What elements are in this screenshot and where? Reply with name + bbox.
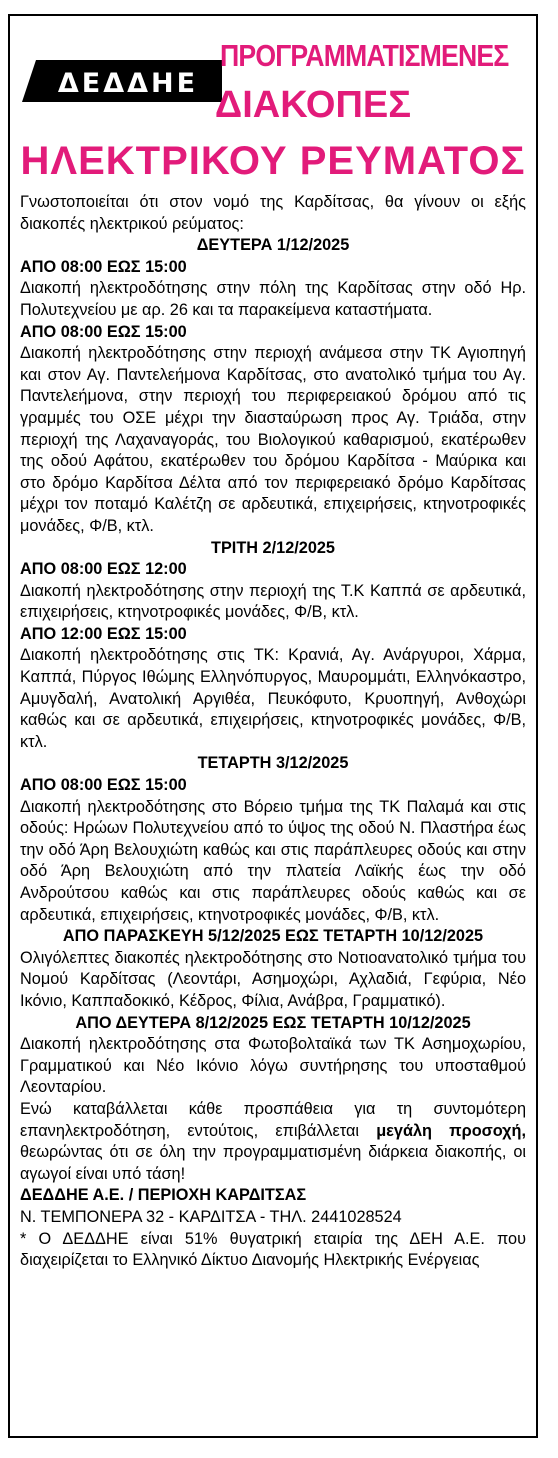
period-text: Ολιγόλεπτες διακοπές ηλεκτροδότησης στο Νοτιοανατολικό τμήμα του Νομού Καρδίτσας (Λεοντάρι, Ασημοχώρι, Αχλαδιά, Γεφύρια, Νέο Ικόνιο, Καππαδοκικό, Κέδρος, Φίλια, Ανάβρα, Γραμματικό). [20, 948, 526, 1010]
footer-address: Ν. ΤΕΜΠΟΝΕΡΑ 32 - ΚΑΡΔΙΤΣΑ - ΤΗΛ. 2441028524 [20, 1207, 402, 1226]
warning-emphasis: μεγάλη προσοχή, [376, 1121, 526, 1140]
time-slot: ΑΠΟ 08:00 ΕΩΣ 12:00 [20, 560, 187, 579]
notice-frame [8, 14, 538, 1438]
day-heading: ΔΕΥΤΕΡΑ 1/12/2025 [196, 236, 350, 255]
footer-note: * Ο ΔΕΔΔΗΕ είναι 51% θυγατρική εταιρία της ΔΕΗ Α.Ε. που διαχειρίζεται το Ελληνικό Δίκτυο Διανομής Ηλεκτρικής Ενέργειας [20, 1229, 526, 1270]
svg-text:ΔΕΔΔΗΕ: ΔΕΔΔΗΕ [57, 68, 199, 99]
notice-body [20, 192, 526, 1272]
slot-text: Διακοπή ηλεκτροδότησης στο Βόρειο τμήμα της ΤΚ Παλαμά και στις οδούς: Ηρώων Πολυτεχνείου από το ύψος της οδού Ν. Πλαστήρα έως την οδό Άρη Βελουχιώτη καθώς και στις παράπλευρες οδούς και στην οδό Άρη Βελουχιώτη από την πλατεία Λαϊκής έως την οδό Ανδρούτσου καθώς και στις παράπλευρες οδούς καθώς και σε αρδευτικά, επιχειρήσεις, κτηνοτροφικές μονάδες, Φ/Β, κτλ. [20, 797, 526, 924]
time-slot: ΑΠΟ 08:00 ΕΩΣ 15:00 [20, 257, 187, 276]
title-line-2: ΔΙΑΚΟΠΕΣ [214, 84, 412, 126]
day-heading: ΤΕΤΑΡΤΗ 3/12/2025 [197, 754, 349, 773]
period-text: Διακοπή ηλεκτροδότησης στα Φωτοβολταϊκά των ΤΚ Ασημοχωρίου, Γραμματικού και Νέο Ικόνιο λόγω συντήρησης του υποσταθμού Λεονταρίου. [20, 1035, 526, 1097]
notice-header [10, 16, 536, 188]
period-heading: ΑΠΟ ΠΑΡΑΣΚΕΥΗ 5/12/2025 ΕΩΣ ΤΕΤΑΡΤΗ 10/12/2025 [62, 927, 484, 946]
time-slot: ΑΠΟ 08:00 ΕΩΣ 15:00 [20, 776, 187, 795]
day-heading: ΤΡΙΤΗ 2/12/2025 [211, 538, 335, 557]
slot-text: Διακοπή ηλεκτροδότησης στην περιοχή της Τ.Κ Καππά σε αρδευτικά, επιχειρήσεις, κτηνοτροφικές μονάδες, Φ/Β, κτλ. [20, 581, 526, 622]
title-line-3: ΗΛΕΚΤΡΙΚΟΥ ΡΕΥΜΑΤΟΣ [20, 139, 526, 183]
slot-text: Διακοπή ηλεκτροδότησης στην πόλη της Καρδίτσας στην οδό Ηρ. Πολυτεχνείου με αρ. 26 και τα παρακείμενα καταστήματα. [20, 279, 526, 319]
footer-org: ΔΕΔΔΗΕ Α.Ε. / ΠΕΡΙΟΧΗ ΚΑΡΔΙΤΣΑΣ [20, 1186, 307, 1205]
time-slot: ΑΠΟ 08:00 ΕΩΣ 15:00 [20, 322, 187, 341]
time-slot: ΑΠΟ 12:00 ΕΩΣ 15:00 [20, 624, 187, 643]
slot-text: Διακοπή ηλεκτροδότησης στην περιοχή ανάμεσα στην ΤΚ Αγιοπηγή και στον Αγ. Παντελεήμονα Καρδίτσας, στο ανατολικό τμήμα του Αγ. Παντελεήμονα, στην περιοχή του περιφερειακού δρόμου από τις γραμμές του ΟΣΕ μέχρι την διασταύρωση προς Αγ. Τριάδα, στην περιοχή της Λαχαναγοράς, του Βιολογικού καθαρισμού, εκατέρωθεν της οδού Αφάτου, εκατέρωθεν του δρόμου Καρδίτσα - Μαύρικα και στο δρόμο Καρδίτσα Δέλτα από τον περιφερειακό δρόμο Καρδίτσας μέχρι τον ποταμό Καλέτζη σε αρδευτικά, επιχειρήσεις, κτηνοτροφικές μονάδες, Φ/Β, κτλ. [20, 344, 526, 535]
warning-text [20, 1099, 526, 1185]
intro-text: Γνωστοποιείται ότι στον νομό της Καρδίτσας, θα γίνουν οι εξής διακοπές ηλεκτρικού ρεύματος: [20, 193, 526, 233]
slot-text: Διακοπή ηλεκτροδότησης στις ΤΚ: Κρανιά, Αγ. Ανάργυροι, Χάρμα, Καππά, Πύργος Ιθώμης Ελληνόπυργος, Μαυρομμάτι, Ελληνόκαστρο, Αμυγδαλή, Ανατολική Αργιθέα, Πευκόφυτο, Κρυοπηγή, Ανθοχώρι καθώς και σε αρδευτικά, επιχειρήσεις, κτηνοτροφικές μονάδες, Φ/Β, κτλ. [20, 646, 526, 751]
warning-after: θεωρώντας ότι σε όλη την προγραμματισμένη διάρκεια διακοπής, οι αγωγοί είναι υπό τάση! [20, 1143, 526, 1183]
warning-before: Ενώ καταβάλλεται κάθε προσπάθεια για τη συντομότερη επανηλεκτροδότηση, εντούτοις, επιβάλλεται [20, 1099, 526, 1140]
period-heading: ΑΠΟ ΔΕΥΤΕΡΑ 8/12/2025 ΕΩΣ ΤΕΤΑΡΤΗ 10/12/2025 [75, 1013, 471, 1032]
title-line-1: ΠΡΟΓΡΑΜΜΑΤΙΣΜΕΝΕΣ [220, 38, 509, 73]
